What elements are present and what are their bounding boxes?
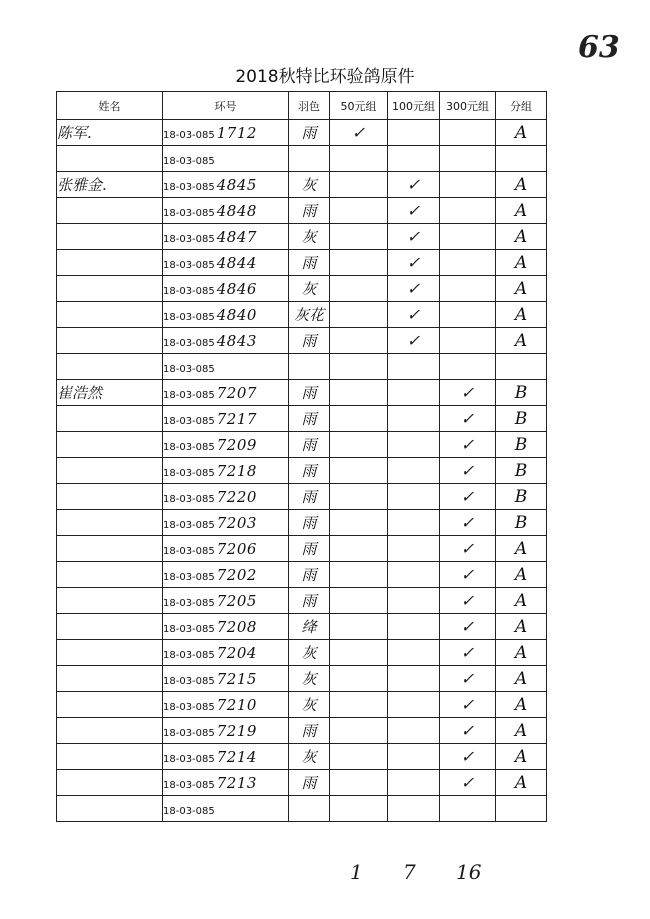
group-100-check (388, 666, 440, 692)
feather-color-cell: 灰 (289, 276, 330, 302)
group-letter-cell: A (496, 562, 547, 588)
group-100-check: ✓ (388, 302, 440, 328)
table-row (57, 198, 547, 224)
group-50-check (330, 562, 388, 588)
ring-suffix: 7219 (216, 721, 257, 740)
ring-suffix: 4848 (216, 201, 257, 220)
feather-color-cell: 雨 (289, 458, 330, 484)
group-100-check: ✓ (388, 198, 440, 224)
total-100-group: 7 (403, 860, 416, 884)
owner-name-cell (57, 796, 163, 822)
ring-prefix: 18-03-085 (163, 415, 215, 427)
group-100-check (388, 354, 440, 380)
group-50-check (330, 276, 388, 302)
group-300-check: ✓ (440, 406, 496, 432)
ring-number-cell (163, 692, 289, 718)
ring-suffix: 7205 (216, 591, 257, 610)
group-letter-cell: A (496, 276, 547, 302)
table-row (57, 718, 547, 744)
total-300-group: 16 (456, 860, 482, 884)
ring-suffix: 7220 (216, 487, 257, 506)
ring-number-cell (163, 172, 289, 198)
group-100-check (388, 614, 440, 640)
group-300-check: ✓ (440, 510, 496, 536)
ring-suffix: 4847 (216, 227, 257, 246)
owner-name-cell (57, 510, 163, 536)
ring-prefix: 18-03-085 (163, 467, 215, 479)
group-100-check: ✓ (388, 276, 440, 302)
ring-number-cell (163, 796, 289, 822)
group-100-check (388, 380, 440, 406)
ring-prefix: 18-03-085 (163, 311, 215, 323)
table-row (57, 328, 547, 354)
ring-suffix: 7213 (216, 773, 257, 792)
header-name: 姓名 (57, 92, 163, 120)
group-letter-cell: B (496, 510, 547, 536)
ring-suffix: 4843 (216, 331, 257, 350)
owner-name-cell (57, 328, 163, 354)
group-100-check (388, 718, 440, 744)
ring-number-cell (163, 250, 289, 276)
ring-prefix: 18-03-085 (163, 597, 215, 609)
group-letter-cell: A (496, 666, 547, 692)
feather-color-cell: 雨 (289, 250, 330, 276)
ring-prefix: 18-03-085 (163, 675, 215, 687)
group-300-check: ✓ (440, 458, 496, 484)
group-300-check (440, 276, 496, 302)
group-100-check: ✓ (388, 328, 440, 354)
ring-number-cell (163, 432, 289, 458)
table-row (57, 302, 547, 328)
ring-number-cell (163, 328, 289, 354)
group-300-check: ✓ (440, 692, 496, 718)
page-number: 63 (578, 30, 620, 65)
owner-name-cell (57, 770, 163, 796)
feather-color-cell: 灰 (289, 692, 330, 718)
owner-name-cell (57, 276, 163, 302)
group-300-check (440, 250, 496, 276)
feather-color-cell: 雨 (289, 718, 330, 744)
group-300-check (440, 172, 496, 198)
group-letter-cell: A (496, 328, 547, 354)
group-100-check (388, 640, 440, 666)
group-letter-cell: A (496, 224, 547, 250)
owner-name-cell (57, 562, 163, 588)
ring-prefix: 18-03-085 (163, 753, 215, 765)
table-row (57, 562, 547, 588)
group-50-check (330, 536, 388, 562)
ring-prefix: 18-03-085 (163, 337, 215, 349)
group-50-check (330, 718, 388, 744)
group-50-check (330, 510, 388, 536)
group-letter-cell: A (496, 744, 547, 770)
header-50-group: 50元组 (330, 92, 388, 120)
group-50-check (330, 640, 388, 666)
group-letter-cell: A (496, 718, 547, 744)
ring-number-cell (163, 718, 289, 744)
feather-color-cell: 灰 (289, 224, 330, 250)
owner-name-cell (57, 198, 163, 224)
group-letter-cell: A (496, 198, 547, 224)
table-row (57, 432, 547, 458)
feather-color-cell: 灰 (289, 172, 330, 198)
ring-prefix: 18-03-085 (163, 259, 215, 271)
table-row (57, 510, 547, 536)
ring-suffix: 4840 (216, 305, 257, 324)
group-50-check (330, 770, 388, 796)
owner-name-cell (57, 744, 163, 770)
ring-number-cell (163, 744, 289, 770)
group-300-check: ✓ (440, 744, 496, 770)
group-letter-cell: B (496, 380, 547, 406)
group-50-check (330, 354, 388, 380)
ring-number-cell (163, 484, 289, 510)
owner-name-cell (57, 484, 163, 510)
ring-suffix: 7218 (216, 461, 257, 480)
group-300-check: ✓ (440, 484, 496, 510)
document-title: 2018秋特比环验鸽原件 (235, 67, 415, 87)
ring-suffix: 7210 (216, 695, 257, 714)
ring-prefix: 18-03-085 (163, 285, 215, 297)
group-300-check: ✓ (440, 562, 496, 588)
ring-suffix: 7214 (216, 747, 257, 766)
group-300-check: ✓ (440, 614, 496, 640)
table-row (57, 692, 547, 718)
table-row (57, 614, 547, 640)
group-50-check (330, 484, 388, 510)
header-ring: 环号 (163, 92, 289, 120)
table-row (57, 666, 547, 692)
ring-number-cell (163, 224, 289, 250)
group-50-check (330, 380, 388, 406)
group-50-check (330, 588, 388, 614)
group-100-check (388, 458, 440, 484)
group-50-check: ✓ (330, 120, 388, 146)
group-300-check (440, 198, 496, 224)
group-50-check (330, 692, 388, 718)
header-100-group: 100元组 (388, 92, 440, 120)
ring-prefix: 18-03-085 (163, 545, 215, 557)
feather-color-cell: 绛 (289, 614, 330, 640)
owner-name-cell (57, 640, 163, 666)
owner-name-cell (57, 458, 163, 484)
table-row (57, 250, 547, 276)
ring-number-cell (163, 302, 289, 328)
group-letter-cell (496, 146, 547, 172)
table-row (57, 458, 547, 484)
ring-suffix: 7204 (216, 643, 257, 662)
ring-prefix: 18-03-085 (163, 181, 215, 193)
pigeon-ring-table (56, 91, 547, 822)
group-100-check (388, 406, 440, 432)
table-row (57, 744, 547, 770)
header-color: 羽色 (289, 92, 330, 120)
ring-prefix: 18-03-085 (163, 493, 215, 505)
group-300-check: ✓ (440, 536, 496, 562)
ring-number-cell (163, 536, 289, 562)
owner-name-cell (57, 354, 163, 380)
table-row (57, 770, 547, 796)
ring-prefix: 18-03-085 (163, 779, 215, 791)
feather-color-cell (289, 354, 330, 380)
total-50-group: 1 (350, 860, 363, 884)
ring-suffix: 4844 (216, 253, 257, 272)
ring-prefix: 18-03-085 (163, 363, 215, 375)
ring-prefix: 18-03-085 (163, 649, 215, 661)
group-100-check (388, 770, 440, 796)
table-row (57, 406, 547, 432)
group-100-check (388, 796, 440, 822)
group-300-check (440, 224, 496, 250)
owner-name-cell: 陈军. (57, 120, 163, 146)
ring-prefix: 18-03-085 (163, 129, 215, 141)
feather-color-cell: 雨 (289, 770, 330, 796)
ring-number-cell (163, 510, 289, 536)
group-100-check (388, 588, 440, 614)
feather-color-cell: 雨 (289, 536, 330, 562)
owner-name-cell (57, 406, 163, 432)
ring-prefix: 18-03-085 (163, 233, 215, 245)
ring-number-cell (163, 406, 289, 432)
group-letter-cell: A (496, 692, 547, 718)
ring-number-cell (163, 120, 289, 146)
group-50-check (330, 614, 388, 640)
group-300-check (440, 120, 496, 146)
ring-number-cell (163, 458, 289, 484)
feather-color-cell: 灰 (289, 640, 330, 666)
group-50-check (330, 432, 388, 458)
feather-color-cell: 雨 (289, 198, 330, 224)
group-letter-cell: A (496, 770, 547, 796)
ring-prefix: 18-03-085 (163, 727, 215, 739)
feather-color-cell: 雨 (289, 510, 330, 536)
group-50-check (330, 458, 388, 484)
group-100-check: ✓ (388, 250, 440, 276)
group-300-check (440, 302, 496, 328)
group-letter-cell: A (496, 120, 547, 146)
group-100-check: ✓ (388, 172, 440, 198)
owner-name-cell (57, 614, 163, 640)
group-300-check: ✓ (440, 380, 496, 406)
ring-number-cell (163, 198, 289, 224)
header-300-group: 300元组 (440, 92, 496, 120)
group-300-check: ✓ (440, 640, 496, 666)
owner-name-cell (57, 250, 163, 276)
ring-number-cell (163, 276, 289, 302)
owner-name-cell (57, 146, 163, 172)
table-row (57, 146, 547, 172)
table-row (57, 640, 547, 666)
ring-suffix: 7208 (216, 617, 257, 636)
ring-suffix: 7209 (216, 435, 257, 454)
group-letter-cell: A (496, 640, 547, 666)
feather-color-cell: 雨 (289, 484, 330, 510)
ring-suffix: 1712 (216, 123, 257, 142)
feather-color-cell (289, 146, 330, 172)
group-100-check (388, 432, 440, 458)
owner-name-cell (57, 588, 163, 614)
feather-color-cell: 雨 (289, 380, 330, 406)
group-letter-cell (496, 796, 547, 822)
group-300-check: ✓ (440, 718, 496, 744)
group-300-check (440, 328, 496, 354)
group-100-check (388, 146, 440, 172)
feather-color-cell: 灰 (289, 666, 330, 692)
group-letter-cell: B (496, 432, 547, 458)
ring-prefix: 18-03-085 (163, 805, 215, 817)
table-row (57, 536, 547, 562)
feather-color-cell: 雨 (289, 406, 330, 432)
group-50-check (330, 796, 388, 822)
feather-color-cell: 雨 (289, 432, 330, 458)
group-50-check (330, 744, 388, 770)
group-letter-cell: A (496, 302, 547, 328)
ring-number-cell (163, 588, 289, 614)
feather-color-cell: 雨 (289, 120, 330, 146)
group-50-check (330, 406, 388, 432)
group-letter-cell: A (496, 250, 547, 276)
table-row (57, 276, 547, 302)
group-100-check (388, 536, 440, 562)
ring-suffix: 7207 (216, 383, 257, 402)
ring-prefix: 18-03-085 (163, 389, 215, 401)
ring-prefix: 18-03-085 (163, 207, 215, 219)
group-50-check (330, 146, 388, 172)
feather-color-cell: 灰花 (289, 302, 330, 328)
group-50-check (330, 666, 388, 692)
group-100-check (388, 744, 440, 770)
table-row (57, 796, 547, 822)
group-300-check: ✓ (440, 588, 496, 614)
table-row (57, 588, 547, 614)
group-100-check (388, 562, 440, 588)
feather-color-cell: 雨 (289, 328, 330, 354)
group-letter-cell: A (496, 588, 547, 614)
owner-name-cell: 张雅金. (57, 172, 163, 198)
ring-prefix: 18-03-085 (163, 519, 215, 531)
group-letter-cell (496, 354, 547, 380)
owner-name-cell: 崔浩然 (57, 380, 163, 406)
owner-name-cell (57, 536, 163, 562)
group-letter-cell: A (496, 536, 547, 562)
owner-name-cell (57, 666, 163, 692)
group-50-check (330, 328, 388, 354)
table-header-row (57, 92, 547, 120)
group-300-check: ✓ (440, 432, 496, 458)
group-300-check (440, 354, 496, 380)
ring-suffix: 7202 (216, 565, 257, 584)
table-body (57, 120, 547, 822)
group-letter-cell: B (496, 406, 547, 432)
group-100-check (388, 692, 440, 718)
feather-color-cell (289, 796, 330, 822)
group-300-check (440, 146, 496, 172)
group-300-check: ✓ (440, 666, 496, 692)
ring-prefix: 18-03-085 (163, 701, 215, 713)
table-row (57, 172, 547, 198)
group-300-check: ✓ (440, 770, 496, 796)
table-row (57, 120, 547, 146)
ring-number-cell (163, 770, 289, 796)
ring-suffix: 7215 (216, 669, 257, 688)
ring-suffix: 4845 (216, 175, 257, 194)
ring-suffix: 7206 (216, 539, 257, 558)
ring-number-cell (163, 640, 289, 666)
owner-name-cell (57, 692, 163, 718)
owner-name-cell (57, 432, 163, 458)
group-50-check (330, 302, 388, 328)
group-50-check (330, 224, 388, 250)
group-50-check (330, 250, 388, 276)
ring-suffix: 7203 (216, 513, 257, 532)
group-100-check (388, 484, 440, 510)
group-50-check (330, 198, 388, 224)
ring-number-cell (163, 354, 289, 380)
ring-number-cell (163, 614, 289, 640)
group-100-check (388, 120, 440, 146)
ring-suffix: 7217 (216, 409, 257, 428)
ring-number-cell (163, 380, 289, 406)
owner-name-cell (57, 302, 163, 328)
ring-number-cell (163, 562, 289, 588)
group-100-check (388, 510, 440, 536)
owner-name-cell (57, 718, 163, 744)
feather-color-cell: 灰 (289, 744, 330, 770)
group-100-check: ✓ (388, 224, 440, 250)
ring-prefix: 18-03-085 (163, 623, 215, 635)
group-letter-cell: B (496, 484, 547, 510)
group-300-check (440, 796, 496, 822)
table-row (57, 224, 547, 250)
header-group: 分组 (496, 92, 547, 120)
group-letter-cell: B (496, 458, 547, 484)
table-row (57, 354, 547, 380)
table-row (57, 484, 547, 510)
owner-name-cell (57, 224, 163, 250)
ring-number-cell (163, 146, 289, 172)
group-50-check (330, 172, 388, 198)
group-letter-cell: A (496, 172, 547, 198)
ring-prefix: 18-03-085 (163, 571, 215, 583)
table-row (57, 380, 547, 406)
ring-number-cell (163, 666, 289, 692)
ring-prefix: 18-03-085 (163, 155, 215, 167)
ring-suffix: 4846 (216, 279, 257, 298)
feather-color-cell: 雨 (289, 562, 330, 588)
ring-prefix: 18-03-085 (163, 441, 215, 453)
group-letter-cell: A (496, 614, 547, 640)
feather-color-cell: 雨 (289, 588, 330, 614)
